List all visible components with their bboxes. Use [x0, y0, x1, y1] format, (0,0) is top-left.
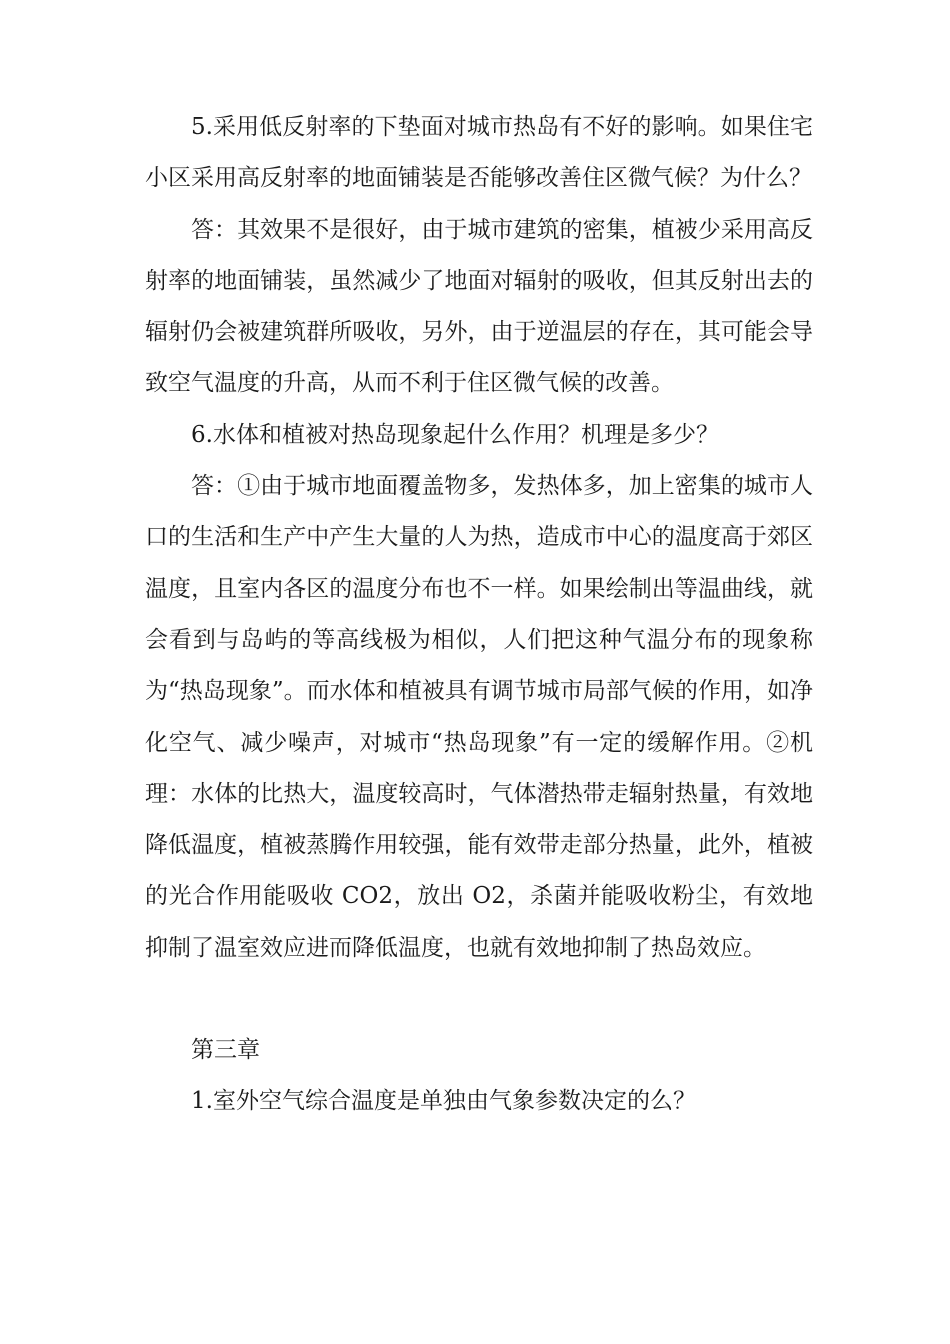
document-body	[145, 102, 813, 1128]
chapter-heading: 第三章	[191, 1037, 260, 1064]
chapter-3-question-1: 1.室外空气综合温度是单独由气象参数决定的么？	[191, 1088, 696, 1115]
question-5-paragraph: 5.采用低反射率的下垫面对城市热岛有不好的影响。如果住宅小区采用高反射率的地面铺装是否能够改善住区微气候？为什么？	[145, 114, 813, 192]
question-6-paragraph: 6.水体和植被对热岛现象起什么作用？机理是多少？	[191, 421, 719, 448]
answer-6-paragraph: 答：①由于城市地面覆盖物多，发热体多，加上密集的城市人口的生活和生产中产生大量的人为热，造成市中心的温度高于郊区温度，且室内各区的温度分布也不一样。如果绘制出等温曲线，就会看到与岛屿的等高线极为相似，人们把这种气温分布的现象称为“热岛现象”。而水体和植被具有调节城市局部气候的作用，如净化空气、减少噪声，对城市“热岛现象”有一定的缓解作用。②机理：水体的比热大，温度较高时，气体潜热带走辐射热量，有效地降低温度，植被蒸腾作用较强，能有效带走部分热量，此外，植被的光合作用能吸收 CO2，放出 O2，杀菌并能吸收粉尘，有效地抑制了温室效应进而降低温度，也就有效地抑制了热岛效应。	[145, 473, 813, 961]
answer-5-paragraph: 答：其效果不是很好，由于城市建筑的密集，植被少采用高反射率的地面铺装，虽然减少了地面对辐射的吸收，但其反射出去的辐射仍会被建筑群所吸收，另外，由于逆温层的存在，其可能会导致空气温度的升高，从而不利于住区微气候的改善。	[145, 216, 813, 397]
section-spacer	[145, 974, 813, 1025]
